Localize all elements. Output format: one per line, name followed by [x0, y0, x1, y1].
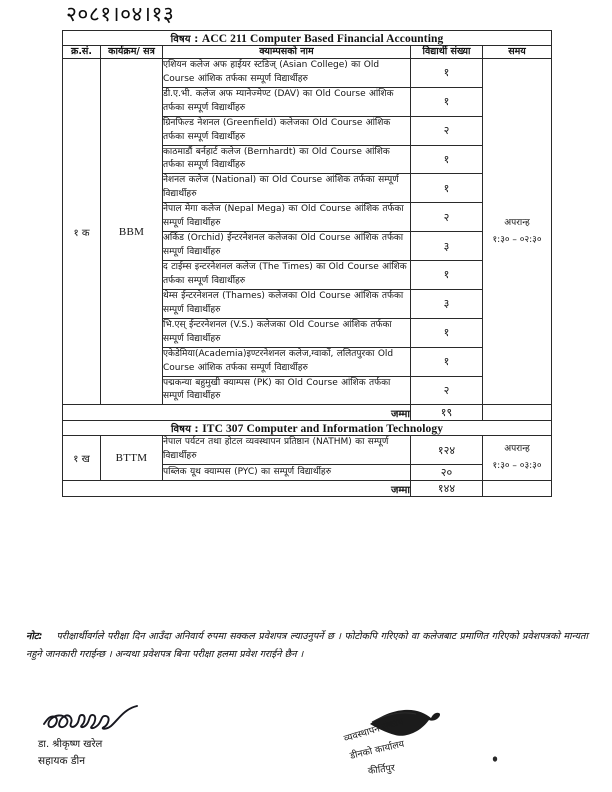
time-period-label: अपरान्ह — [504, 217, 530, 228]
total-value-cell: १४४ — [411, 481, 483, 497]
official-stamp — [332, 702, 512, 788]
student-count-cell: १ — [411, 58, 483, 87]
exam-schedule-table — [62, 30, 552, 497]
student-count-cell: २ — [411, 203, 483, 232]
program-cell: BTTM — [101, 436, 163, 481]
serial-cell: १ ख — [63, 436, 101, 481]
header-serial: क्र.सं. — [63, 46, 101, 59]
subject-prefix-label: विषय : — [170, 34, 202, 45]
time-period-label: अपरान्ह — [504, 444, 530, 455]
stamp-map-icon — [332, 702, 512, 788]
subject-title-cell — [63, 31, 552, 46]
student-count-cell: १ — [411, 87, 483, 116]
time-cell — [483, 58, 552, 405]
exam-schedule-table-wrapper — [62, 30, 551, 497]
campus-name-cell: द टाईम्स इन्टरनेशनल कलेज (The Times) का Old Course आंशिक तर्फका सम्पूर्ण विद्यार्थीहरु — [163, 261, 411, 290]
stamp-line-3: कीर्तिपुर — [367, 762, 396, 777]
header-program: कार्यक्रम/ सत्र — [101, 46, 163, 59]
program-cell: BBM — [101, 58, 163, 405]
time-range-label: १:३० – ०३:३० — [492, 461, 542, 472]
total-value-cell: १९ — [411, 405, 483, 421]
campus-name-cell: भि.एस् ईन्टरनेशनल (V.S.) कलेजका Old Course आंशिक तर्फका सम्पूर्ण विद्यार्थीहरु — [163, 318, 411, 347]
total-label-cell: जम्मा — [63, 405, 411, 421]
table-body — [63, 31, 552, 497]
campus-name-cell: पद्मकन्या बहुमुखी क्याम्पस (PK) का Old Course आंशिक तर्फका सम्पूर्ण विद्यार्थीहरु — [163, 376, 411, 405]
signatory-title: सहायक डीन — [38, 755, 86, 767]
student-count-cell: १ — [411, 318, 483, 347]
note-text: परीक्षार्थीवर्गले परीक्षा दिन आउँदा अनिवार्य रुपमा सक्कल प्रवेशपत्र ल्याउनुपर्ने छ । फोटोकपि गरिएको वा कलेजबाट प्रमाणित गरिएको प्रवेशपत्रको मान्यता नहुने जानकारी गराईन्छ । अन्यथा प्रवेशपत्र बिना परीक्षा हलमा प्रवेश गराईने छैन । — [26, 631, 588, 660]
header-campus: क्याम्पसको नाम — [163, 46, 411, 59]
header-time: समय — [483, 46, 552, 59]
campus-name-cell: पब्लिक यूथ क्याम्पस (PYC) का सम्पूर्ण विद्यार्थीहरु — [163, 465, 411, 481]
note-label: नोट: — [26, 631, 43, 642]
table-row — [63, 58, 552, 87]
handwritten-signature-icon — [38, 706, 268, 736]
signatory-name: डा. श्रीकृष्ण खरेल — [38, 739, 103, 750]
campus-name-cell: नेशनल कलेज (National) का Old Course आंशिक तर्फका सम्पूर्ण विद्यार्थीहरु — [163, 174, 411, 203]
campus-name-cell: नेपाल मेगा कलेज (Nepal Mega) का Old Course आंशिक तर्फका सम्पूर्ण विद्यार्थीहरु — [163, 203, 411, 232]
student-count-cell: १ — [411, 347, 483, 376]
time-cell — [483, 436, 552, 481]
total-time-blank-cell — [483, 481, 552, 497]
student-count-cell: ३ — [411, 289, 483, 318]
signature-block — [38, 706, 268, 770]
subject-header-row — [63, 31, 552, 46]
total-row — [63, 405, 552, 421]
student-count-cell: २० — [411, 465, 483, 481]
campus-name-cell: नेपाल पर्यटन तथा होटल व्यवस्थापन प्रतिष्ठान (NATHM) का सम्पूर्ण विद्यार्थीहरु — [163, 436, 411, 465]
total-row — [63, 481, 552, 497]
campus-name-cell: थेम्स ईन्टरनेशनल (Thames) कलेजका Old Course आंशिक तर्फका सम्पूर्ण विद्यार्थीहरु — [163, 289, 411, 318]
student-count-cell: १ — [411, 145, 483, 174]
total-time-blank-cell — [483, 405, 552, 421]
total-label-cell: जम्मा — [63, 481, 411, 497]
campus-name-cell: डी.ए.भी. कलेज अफ म्यानेज्मेण्ट (DAV) का Old Course आंशिक तर्फका सम्पूर्ण विद्यार्थीहरु — [163, 87, 411, 116]
subject-title-cell — [63, 421, 552, 436]
subject-name-label: ACC 211 Computer Based Financial Accounting — [201, 33, 444, 45]
document-date-stamp: २०८१।०४।१३ — [66, 2, 175, 26]
student-count-cell: १ — [411, 261, 483, 290]
campus-name-cell: काठमाडौं बर्नहार्ट कलेज (Bernhardt) का Old Course आंशिक तर्फका सम्पूर्ण विद्यार्थीहरु — [163, 145, 411, 174]
subject-name-label: ITC 307 Computer and Information Technology — [202, 423, 444, 436]
student-count-cell: १ — [411, 174, 483, 203]
header-student-count: विद्यार्थी संख्या — [411, 46, 483, 59]
campus-name-cell: एशियन कलेज अफ हाईयर स्टडिज् (Asian College) का Old Course आंशिक तर्फका सम्पूर्ण विद्यार्थीहरु — [163, 58, 411, 87]
subject-prefix-label: विषय : — [170, 424, 203, 436]
campus-name-cell: ग्रिनफिल्ड नेशनल (Greenfield) कलेजका Old Course आंशिक तर्फका सम्पूर्ण विद्यार्थीहरु — [163, 116, 411, 145]
student-count-cell: २ — [411, 116, 483, 145]
student-count-cell: ३ — [411, 232, 483, 261]
serial-cell: १ क — [63, 58, 101, 405]
footer-note — [26, 628, 588, 663]
stamp-line-2: डीनको कार्यालय — [348, 738, 406, 762]
stamp-line-1: व्यवस्थापन संकाय — [342, 716, 405, 745]
time-range-label: १:३० – ०२:३० — [492, 234, 542, 245]
campus-name-cell: एकेडेमिया(Academia)इण्टरनेशनल कलेज,ग्वार्को, ललितपुरका Old Course आंशिक तर्फका सम्पूर्ण विद्यार्थीहरु — [163, 347, 411, 376]
student-count-cell: १२४ — [411, 436, 483, 465]
table-row — [63, 436, 552, 465]
student-count-cell: २ — [411, 376, 483, 405]
column-header-row — [63, 46, 552, 59]
campus-name-cell: अर्किड (Orchid) ईन्टरनेशनल कलेजका Old Course आंशिक तर्फका सम्पूर्ण विद्यार्थीहरु — [163, 232, 411, 261]
subject-header-row — [63, 421, 552, 436]
